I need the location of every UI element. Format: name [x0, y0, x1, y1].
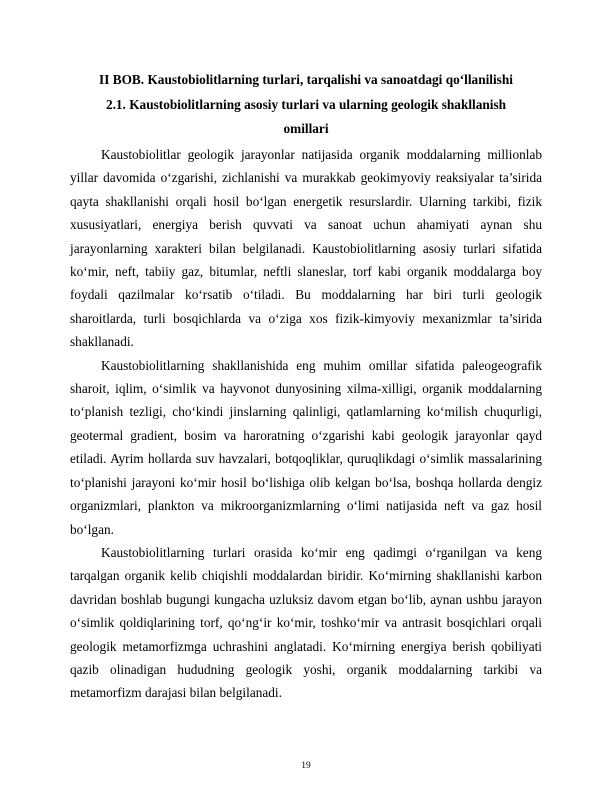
section-title-line-2: omillari — [283, 121, 329, 136]
section-title-line-1: 2.1. Kaustobiolitlarning asosiy turlari va ularning geologik shakllanish — [105, 97, 507, 112]
paragraph-2: Kaustobiolitlarning shakllanishida eng muhim omillar sifatida paleogeografik sharoit, iqlim, o‘simlik va hayvonot dunyosining xilma-xilligi, organik moddalarning to‘planish tezligi, cho‘kindi jinslarning qalinligi, qatlamlarning ko‘milish chuqurligi, geotermal gradient, bosim va haroratning o‘zgarishi kabi geologik jarayonlar qayd etiladi. Ayrim hollarda suv havzalari, botqoqliklar, quruqlikdagi o‘simlik massalarining to‘planishi jarayoni ko‘mir hosil bo‘lishiga olib kelgan bo‘lsa, boshqa hollarda dengiz organizmlari, plankton va mikroorganizmlarning o‘limi natijasida neft va gaz hosil bo‘lgan. — [70, 357, 542, 537]
body-text — [70, 143, 542, 705]
page-number: 19 — [301, 761, 311, 771]
paragraph-3: Kaustobiolitlarning turlari orasida ko‘mir eng qadimgi o‘rganilgan va keng tarqalgan organik kelib chiqishli moddalardan biridir. Ko‘mirning shakllanishi karbon davridan boshlab bugungi kungacha uzluksiz davom etgan bo‘lib, aynan ushbu jarayon o‘simlik qoldiqlarining torf, qo‘ng‘ir ko‘mir, toshko‘mir va antrasit bosqichlari orqali geologik metamorfizmga uchrashini anglatadi. Ko‘mirning energiya berish qobiliyati qazib olinadigan hududning geologik yoshi, organik moddalarning tarkibi va metamorfizm darajasi bilan belgilanadi. — [70, 544, 542, 701]
chapter-title: II BOB. Kaustobiolitlarning turlari, tarqalishi va sanoatdagi qo‘llanilishi — [99, 72, 513, 87]
paragraph-1: Kaustobiolitlar geologik jarayonlar natijasida organik moddalarning millionlab yillar davomida o‘zgarishi, zichlanishi va murakkab geokimyoviy reaksiyalar ta’sirida qayta shakllanishi orqali hosil bo‘lgan energetik resurslardir. Ularning tarkibi, fizik xususiyatlari, energiya berish quvvati va sanoat uchun ahamiyati aynan shu jarayonlarning xarakteri bilan belgilanadi. Kaustobiolitlarning asosiy turlari sifatida ko‘mir, neft, tabiiy gaz, bitumlar, neftli slaneslar, torf kabi organik moddalarga boy foydali qazilmalar ko‘rsatib o‘tiladi. Bu moddalarning har biri turli geologik sharoitlarda, turli bosqichlarda va o‘ziga xos fizik-kimyoviy mexanizmlar ta’sirida shakllanadi. — [70, 147, 542, 350]
